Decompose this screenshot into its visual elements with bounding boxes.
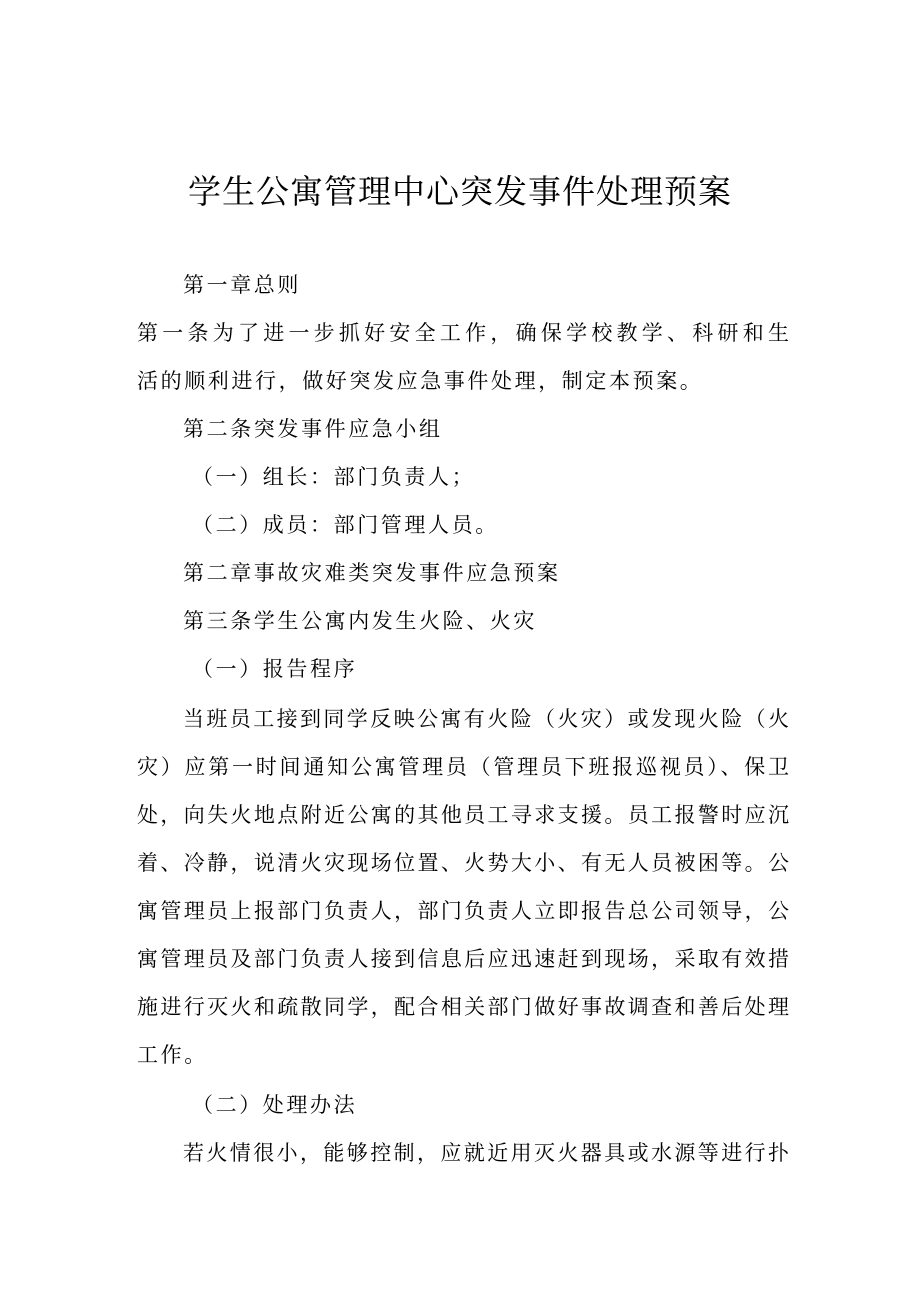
document-title: 学生公寓管理中心突发事件处理预案 [188,172,732,211]
report-paragraph-line-7: 施进行灭火和疏散同学，配合相关部门做好事故调查和善后处理 [137,995,789,1019]
article-2-heading: 第二条突发事件应急小组 [183,417,443,441]
report-paragraph-line-2: 灾）应第一时间通知公寓管理员（管理员下班报巡视员）、保卫 [137,755,789,779]
article-1-line-2: 活的顺利进行，做好突发应急事件处理，制定本预案。 [137,369,704,393]
section-handling-heading: （二）处理办法 [192,1093,358,1117]
report-paragraph-line-1: 当班员工接到同学反映公寓有火险（火灾）或发现火险（火 [183,707,789,731]
report-paragraph-line-4: 着、冷静，说清火灾现场位置、火势大小、有无人员被困等。公 [137,851,789,875]
chapter-1-heading: 第一章总则 [183,273,301,297]
section-report-heading: （一）报告程序 [192,657,358,681]
chapter-2-heading: 第二章事故灾难类突发事件应急预案 [183,561,561,585]
article-1-line-1: 第一条为了进一步抓好安全工作，确保学校教学、科研和生 [137,321,789,345]
handling-paragraph-line-1: 若火情很小，能够控制，应就近用灭火器具或水源等进行扑 [183,1141,789,1165]
report-paragraph-line-6: 寓管理员及部门负责人接到信息后应迅速赶到现场，采取有效措 [137,947,789,971]
article-2-item-1: （一）组长：部门负责人； [192,465,476,489]
article-2-item-2: （二）成员：部门管理人员。 [192,513,499,537]
report-paragraph-line-3: 处，向失火地点附近公寓的其他员工寻求支援。员工报警时应沉 [137,803,789,827]
report-paragraph-line-8: 工作。 [137,1043,208,1067]
report-paragraph-line-5: 寓管理员上报部门负责人，部门负责人立即报告总公司领导，公 [137,899,789,923]
article-3-heading: 第三条学生公寓内发生火险、火灾 [183,609,537,633]
